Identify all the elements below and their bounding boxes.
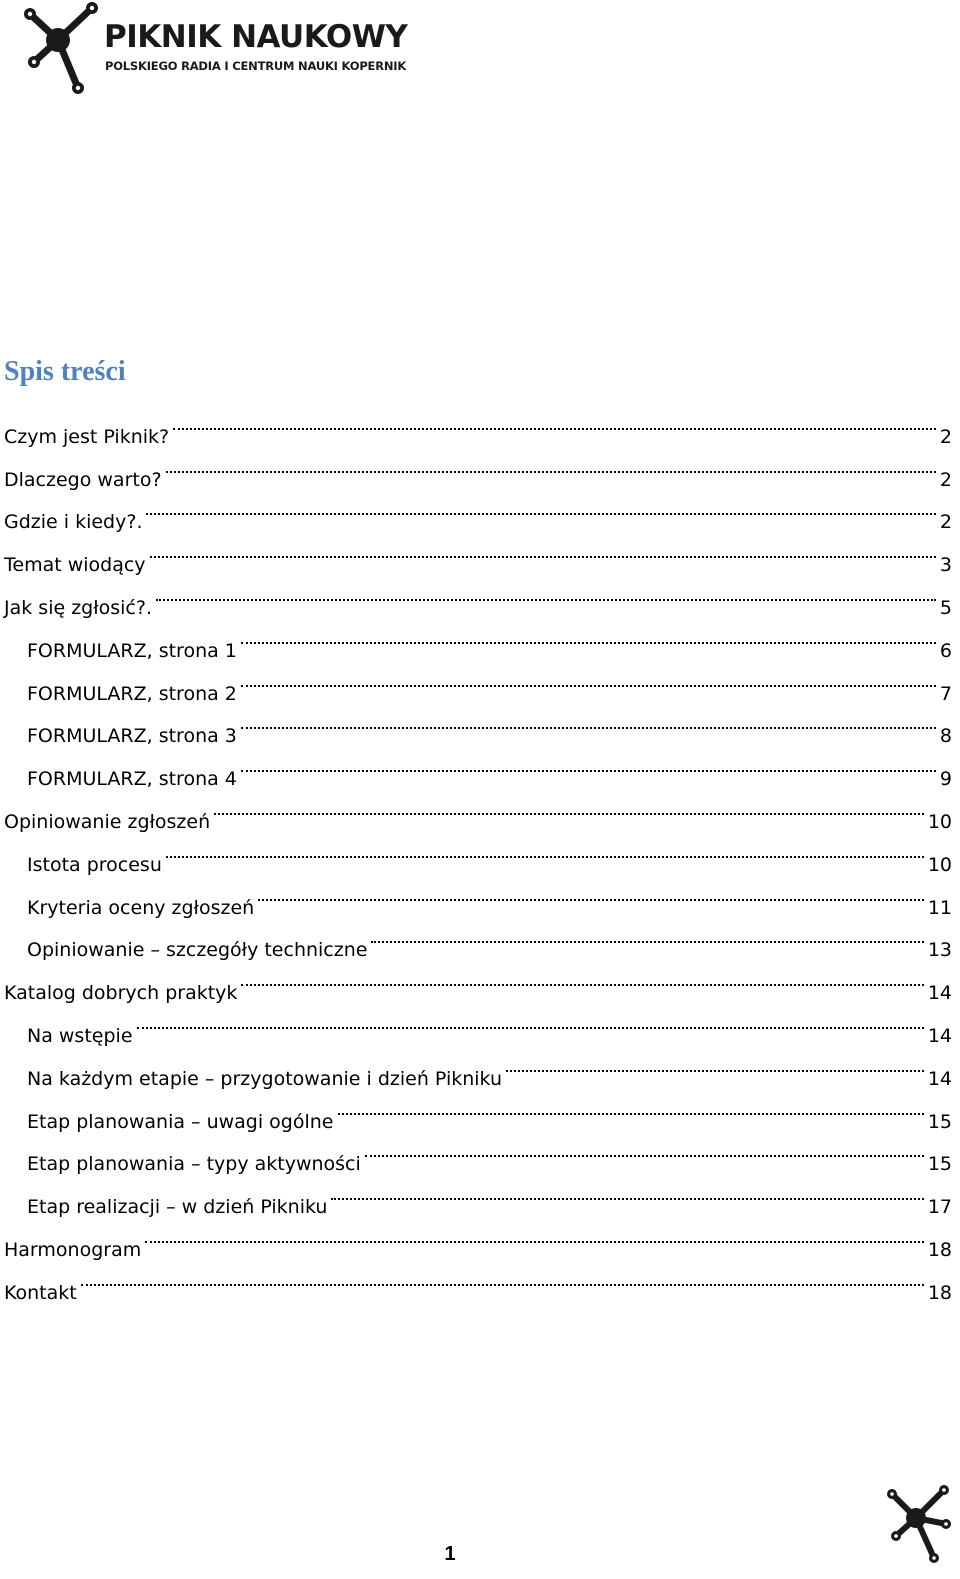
toc-entry-label: Opiniowanie zgłoszeń — [4, 810, 211, 833]
toc-entry-label: FORMULARZ, strona 1 — [27, 639, 237, 662]
toc-dot-leader — [173, 400, 936, 443]
toc-entry-label: Na wstępie — [27, 1024, 133, 1047]
toc-dot-leader — [81, 1256, 924, 1299]
toc-entry-page: 14 — [927, 982, 952, 1005]
toc-dot-leader — [166, 828, 924, 871]
page-number: 1 — [444, 1543, 456, 1565]
toc-entry-label: Istota procesu — [27, 853, 162, 876]
toc-dot-leader — [338, 1085, 924, 1128]
toc-entry-page: 5 — [939, 596, 952, 619]
toc-entry-label: Jak się zgłosić?. — [4, 596, 153, 619]
toc-entry[interactable] — [4, 486, 952, 534]
toc-entry-page: 11 — [927, 896, 952, 919]
toc-entry-page: 15 — [927, 1153, 952, 1176]
toc-entry-page: 14 — [927, 1067, 952, 1090]
brand-logo — [20, 0, 420, 100]
toc-entry-label: Etap planowania – typy aktywności — [27, 1153, 361, 1176]
toc-dot-leader — [214, 785, 924, 828]
toc-dot-leader — [146, 486, 935, 529]
toc-dot-leader — [241, 956, 923, 999]
piknik-figure-icon — [20, 0, 102, 98]
toc-entry-page: 14 — [927, 1024, 952, 1047]
toc-dot-leader — [166, 443, 936, 486]
toc-dot-leader — [150, 528, 936, 571]
toc-dot-leader — [241, 742, 936, 785]
toc-entry-page: 18 — [927, 1238, 952, 1261]
brand-subtitle: POLSKIEGO RADIA I CENTRUM NAUKI KOPERNIK — [105, 59, 407, 73]
brand-name: PIKNIK NAUKOWY — [104, 19, 408, 55]
toc-entry-page: 2 — [939, 511, 952, 534]
toc-entry-label: FORMULARZ, strona 2 — [27, 682, 237, 705]
toc-entry-label: Kontakt — [4, 1281, 77, 1304]
toc-dot-leader — [241, 700, 936, 743]
toc-entry-label: Dlaczego warto? — [4, 468, 162, 491]
toc-entry-page: 8 — [939, 725, 952, 748]
toc-entry-label: FORMULARZ, strona 4 — [27, 768, 237, 791]
toc-entry-page: 10 — [927, 853, 952, 876]
toc-dot-leader — [137, 999, 924, 1042]
toc-entry-page: 15 — [927, 1110, 952, 1133]
toc-dot-leader — [241, 614, 936, 657]
toc-entry-page: 7 — [939, 682, 952, 705]
toc-entry-page: 2 — [939, 425, 952, 448]
toc-dot-leader — [371, 914, 923, 957]
toc-entry-label: Temat wiodący — [4, 554, 146, 577]
toc-entry-label: Czym jest Piknik? — [4, 425, 170, 448]
piknik-figure-icon — [884, 1484, 952, 1566]
toc-entry-page: 17 — [927, 1196, 952, 1219]
toc-entry-page: 10 — [927, 810, 952, 833]
toc-entry[interactable] — [4, 571, 952, 619]
toc-entry-label: Etap planowania – uwagi ogólne — [27, 1110, 334, 1133]
toc-dot-leader — [258, 871, 924, 914]
toc-dot-leader — [145, 1213, 924, 1256]
toc-entry[interactable] — [4, 400, 952, 448]
toc-entry-label: Gdzie i kiedy?. — [4, 511, 143, 534]
toc-entry-page: 9 — [939, 768, 952, 791]
toc-entry-page: 2 — [939, 468, 952, 491]
toc-entry-label: Opiniowanie – szczegóły techniczne — [27, 939, 368, 962]
toc-entry[interactable] — [4, 528, 952, 577]
toc-entry[interactable] — [4, 999, 952, 1047]
toc-entry-label: Kryteria oceny zgłoszeń — [27, 896, 255, 919]
toc-dot-leader — [506, 1042, 924, 1085]
table-of-contents — [4, 400, 952, 1304]
toc-dot-leader — [156, 571, 936, 614]
toc-title: Spis treści — [4, 356, 126, 387]
toc-entry[interactable] — [4, 1042, 952, 1090]
toc-entry[interactable] — [4, 1213, 952, 1261]
toc-dot-leader — [331, 1170, 923, 1213]
toc-entry-page: 18 — [927, 1281, 952, 1304]
toc-entry-page: 13 — [927, 939, 952, 962]
toc-entry-label: Harmonogram — [4, 1238, 142, 1261]
toc-entry-label: Katalog dobrych praktyk — [4, 982, 238, 1005]
toc-entry-label: Na każdym etapie – przygotowanie i dzień Pikniku — [27, 1067, 503, 1090]
toc-entry-label: Etap realizacji – w dzień Pikniku — [27, 1196, 328, 1219]
toc-entry-page: 3 — [939, 554, 952, 577]
toc-entry-page: 6 — [939, 639, 952, 662]
toc-dot-leader — [365, 1128, 924, 1171]
toc-entry[interactable] — [4, 1256, 952, 1304]
toc-dot-leader — [241, 657, 936, 700]
toc-entry-label: FORMULARZ, strona 3 — [27, 725, 237, 748]
